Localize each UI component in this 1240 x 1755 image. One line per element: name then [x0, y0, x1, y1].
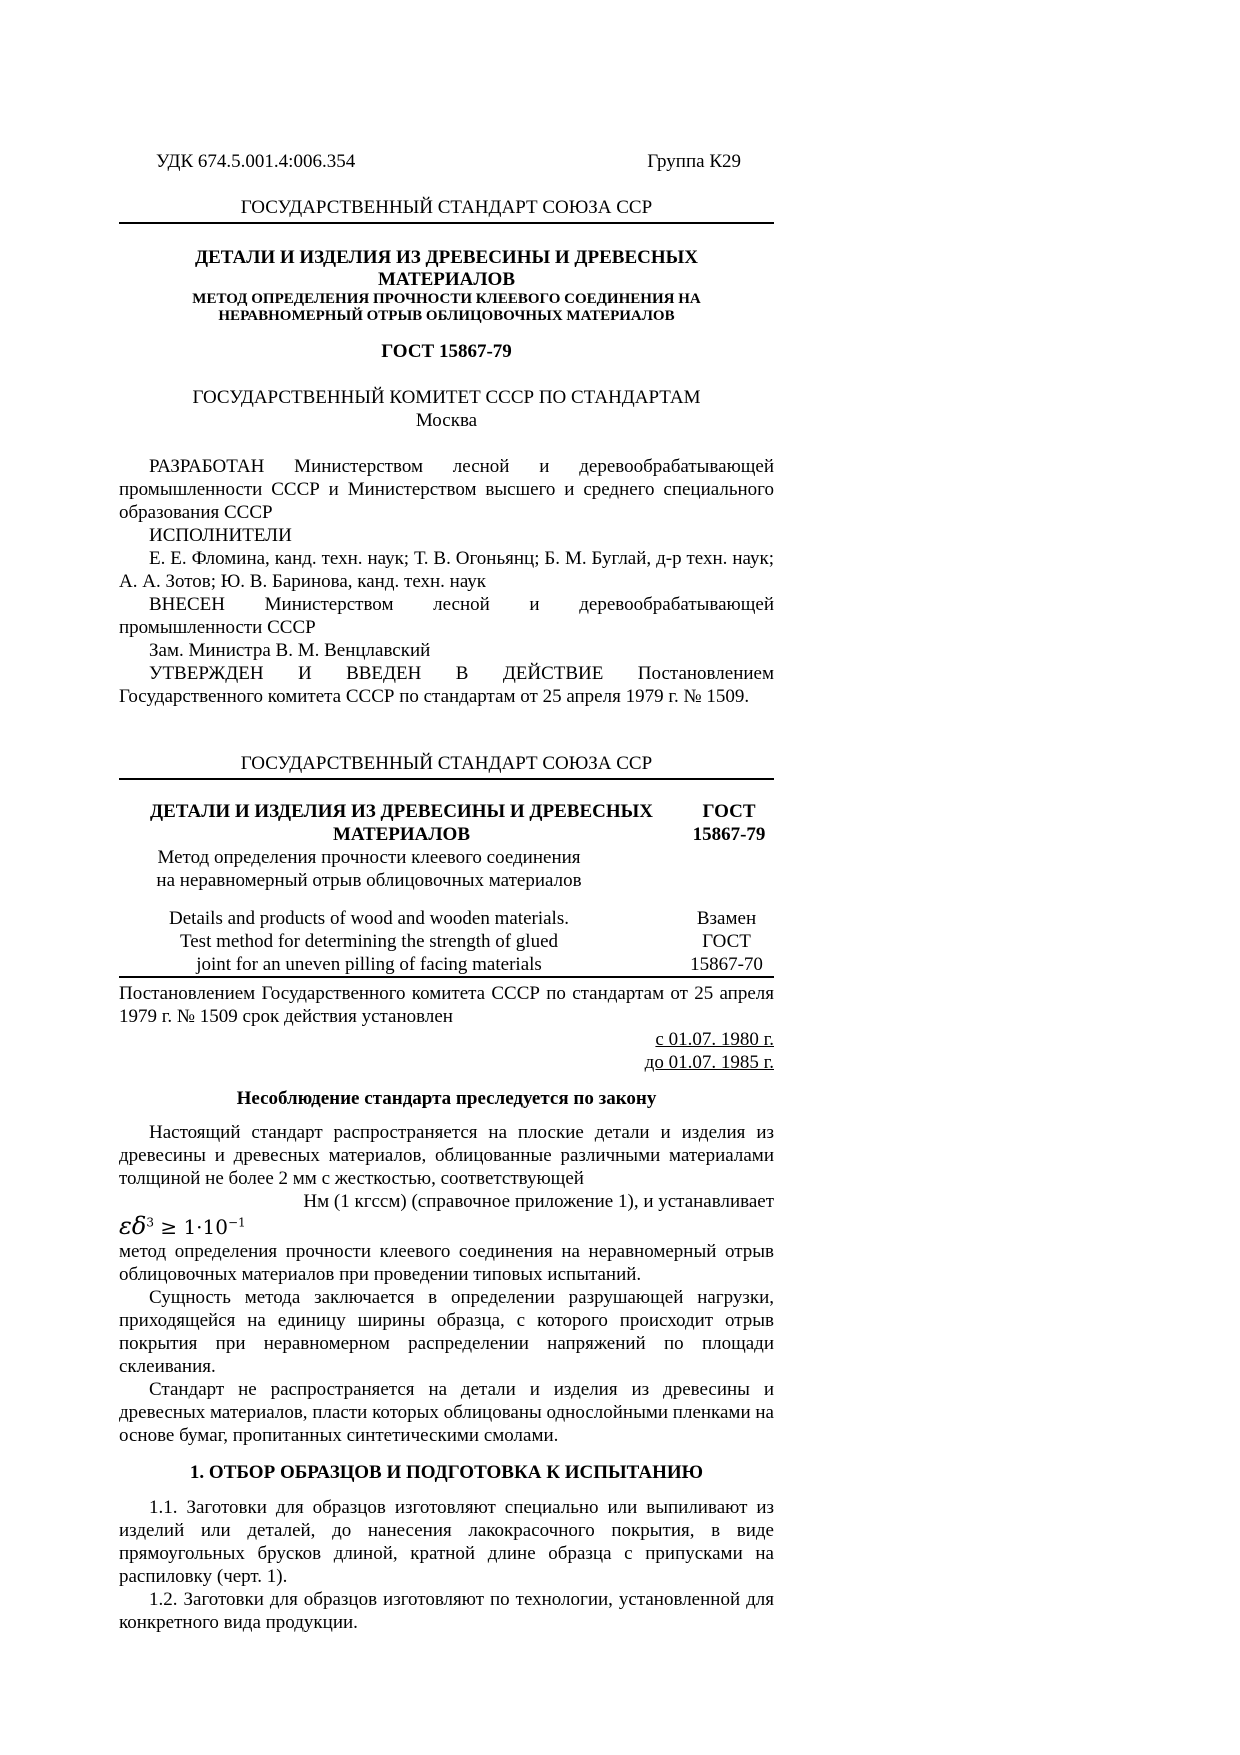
english-title	[119, 907, 679, 976]
formula-rhs: ≥ 1·10	[153, 1215, 228, 1239]
method-ru-line1: Метод определения прочности клеевого соединения	[157, 847, 581, 868]
date-to	[119, 1051, 774, 1074]
formula-lhs: εδ	[119, 1212, 147, 1240]
main-title-block	[119, 800, 774, 892]
committee-name: ГОСУДАРСТВЕННЫЙ КОМИТЕТ СССР ПО СТАНДАРТАМ	[192, 387, 701, 408]
rigidity-formula	[119, 1213, 774, 1240]
replacement-line2: ГОСТ	[702, 931, 751, 952]
paragraph-essence: Сущность метода заключается в определении разрушающей нагрузки, приходящейся на единицу ширины образца, с которого происходит отрыв покрытия при неравномерном распределении напряжений по площади склеивания.	[119, 1287, 774, 1377]
replacement-line1: Взамен	[696, 908, 757, 929]
english-line2: Test method for determining the strength of glued	[179, 931, 559, 952]
paragraph-scope: Настоящий стандарт распространяется на плоские детали и изделия из древесины и древесных материалов, облицованные различными материалами толщиной не более 2 мм с жесткостью, соответствующей	[119, 1122, 774, 1189]
formula-lhs-exponent: 3	[146, 1215, 154, 1230]
replacement-note	[679, 907, 774, 976]
legal-warning: Несоблюдение стандарта преследуется по закону	[236, 1088, 657, 1109]
credits-deputy: Зам. Министра В. М. Венцлавский	[149, 640, 431, 661]
method-ru	[119, 846, 619, 892]
credits-block	[119, 455, 774, 708]
date-from	[119, 1028, 774, 1051]
cover-gost-number: ГОСТ 15867-79	[381, 341, 512, 362]
udk-code: УДК 674.5.001.4:006.354	[156, 151, 356, 172]
english-line1: Details and products of wood and wooden materials.	[169, 908, 569, 929]
standard-heading-cover: ГОСУДАРСТВЕННЫЙ СТАНДАРТ СОЮЗА ССР	[119, 196, 774, 224]
english-title-block	[119, 907, 774, 978]
credits-executors: Е. Е. Фломина, канд. техн. наук; Т. В. Огоньянц; Б. М. Буглай, д-р техн. наук; А. А. Зотов; Ю. В. Баринова, канд. техн. наук	[119, 548, 774, 592]
formula-rhs-exponent: −1	[227, 1215, 246, 1230]
english-line3: joint for an uneven pilling of facing materials	[196, 954, 542, 975]
credits-developed: РАЗРАБОТАН Министерством лесной и деревообрабатывающей промышленности СССР и Министерством высшего и среднего специального образования СССР	[119, 456, 774, 523]
cover-title: ДЕТАЛИ И ИЗДЕЛИЯ ИЗ ДРЕВЕСИНЫ И ДРЕВЕСНЫХ МАТЕРИАЛОВ	[195, 247, 698, 290]
main-gost-label: ГОСТ 15867-79	[692, 801, 766, 845]
paragraph-exclusion: Стандарт не распространяется на детали и изделия из древесины и древесных материалов, пласти которых облицованы однослойными пленками на основе бумаг, пропитанных синтетическими смолами.	[119, 1379, 774, 1446]
date-to-value: до 01.07. 1985 г.	[644, 1052, 774, 1073]
paragraph-method: метод определения прочности клеевого соединения на неравномерный отрыв облицовочных материалов при проведении типовых испытаний.	[119, 1241, 774, 1285]
decree-block	[119, 982, 774, 1074]
replacement-line3: 15867-70	[690, 954, 763, 975]
date-from-value: с 01.07. 1980 г.	[655, 1029, 774, 1050]
cover-title-block	[119, 247, 774, 325]
clause-1-2: 1.2. Заготовки для образцов изготовляют по технологии, установленной для конкретного вида продукции.	[119, 1589, 774, 1633]
header-row	[156, 150, 741, 174]
method-ru-line2: на неравномерный отрыв облицовочных материалов	[156, 870, 582, 891]
main-title: ДЕТАЛИ И ИЗДЕЛИЯ ИЗ ДРЕВЕСИНЫ И ДРЕВЕСНЫХ МАТЕРИАЛОВ	[150, 801, 653, 845]
clause-1-1: 1.1. Заготовки для образцов изготовляют специально или выпиливают из изделий или деталей, до нанесения лакокрасочного покрытия, в виде прямоугольных брусков длиной, кратной длине образца с припусками на распиловку (черт. 1).	[119, 1497, 774, 1587]
committee-block	[119, 386, 774, 432]
credits-executors-label: ИСПОЛНИТЕЛИ	[149, 525, 292, 546]
cover-subtitle: МЕТОД ОПРЕДЕЛЕНИЯ ПРОЧНОСТИ КЛЕЕВОГО СОЕДИНЕНИЯ НА НЕРАВНОМЕРНЫЙ ОТРЫВ ОБЛИЦОВОЧНЫХ МАТЕРИАЛОВ	[192, 291, 701, 324]
decree-text: Постановлением Государственного комитета СССР по стандартам от 25 апреля 1979 г. № 1509 срок действия установлен	[119, 983, 774, 1027]
credits-approved: УТВЕРЖДЕН И ВВЕДЕН В ДЕЙСТВИЕ Постановлением Государственного комитета СССР по стандартам от 25 апреля 1979 г. № 1509.	[119, 663, 774, 707]
body-text	[119, 1121, 774, 1634]
city: Москва	[415, 410, 478, 431]
credits-introduced: ВНЕСЕН Министерством лесной и деревообрабатывающей промышленности СССР	[119, 594, 774, 638]
standard-heading-main: ГОСУДАРСТВЕННЫЙ СТАНДАРТ СОЮЗА ССР	[119, 752, 774, 780]
section-1-heading: 1. ОТБОР ОБРАЗЦОВ И ПОДГОТОВКА К ИСПЫТАНИЮ	[189, 1462, 704, 1483]
group-code: Группа К29	[647, 151, 741, 172]
paragraph-scope-continuation: Нм (1 кгссм) (справочное приложение 1), и устанавливает	[303, 1191, 774, 1212]
